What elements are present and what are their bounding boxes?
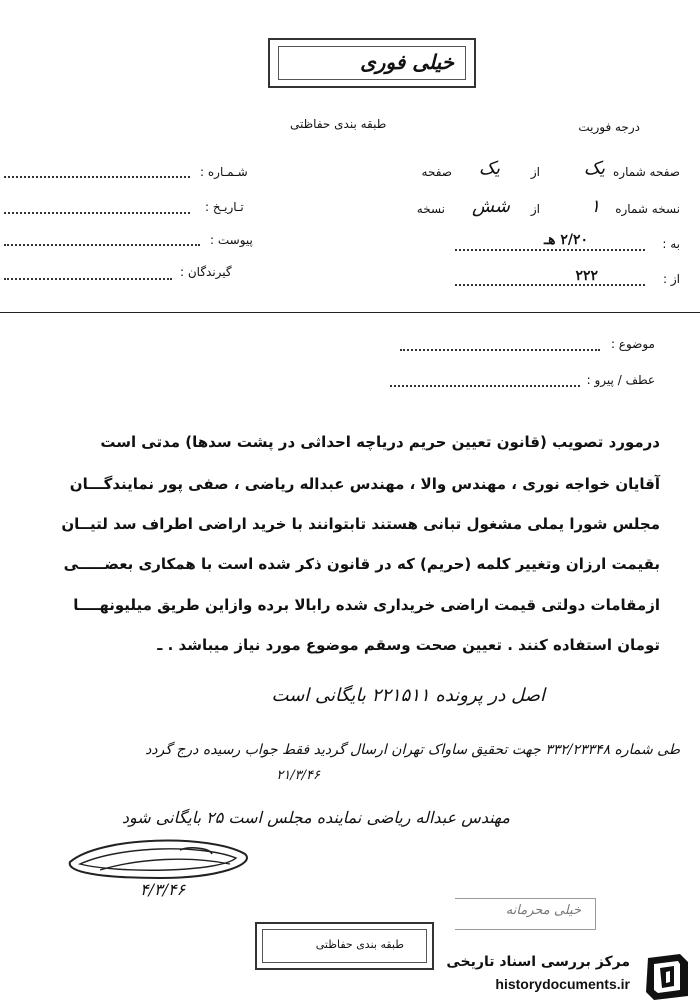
date-dots: [4, 212, 190, 214]
to-value: ۲/۲۰ هـ: [543, 232, 588, 248]
body-line-2: آقایان خواجه نوری ، مهندس والا ، مهندس عبداله ریاضی ، صفی پور نمایندگـــان: [69, 475, 660, 493]
handwriting-line-2-date: ۲۱/۳/۴۶: [276, 768, 320, 783]
handwriting-line-4: ۴/۳/۴۶: [140, 880, 186, 899]
body-line-5: ازمقامات دولتی قیمت اراضی خریداری شده رابالا برده وازاین طریق میلیونهــــا: [73, 596, 660, 614]
recipients-label: گیرندگان :: [180, 265, 232, 279]
urgency-label: درجه فوریت: [578, 120, 640, 134]
copy-num: ۱: [590, 196, 600, 217]
classification-label: طبقه بندی حفاظتی: [290, 117, 387, 131]
page-label: صفحه شماره: [613, 165, 680, 179]
classification-stamp-text: طبقه بندی حفاظتی: [315, 938, 404, 951]
body-line-4: بقیمت ارزان وتغییر کلمه (حریم) که در قانون ذکر شده است با همکاری بعضـــــی: [63, 555, 660, 573]
handwriting-line-1: اصل در پرونده ۲۲۱۵۱۱ بایگانی است: [271, 685, 545, 706]
from-dots: [455, 284, 645, 286]
handwriting-line-3: مهندس عبداله ریاضی نماینده مجلس است ۲۵ بایگانی شود: [121, 808, 510, 827]
to-label: به :: [662, 237, 680, 251]
copy-of: از: [530, 202, 540, 216]
number-label: شـمـاره :: [200, 165, 248, 179]
subject-dots: [400, 349, 600, 351]
attachment-dots: [4, 244, 200, 246]
from-value: ۲۲۲: [575, 268, 598, 284]
urgency-stamp: [268, 38, 476, 88]
recipients-dots: [4, 278, 172, 280]
archive-watermark: [422, 952, 692, 1002]
number-dots: [4, 176, 190, 178]
subject-label: موضوع :: [610, 337, 655, 351]
page-num: یک: [583, 158, 605, 179]
archive-logo-icon: [640, 952, 692, 1002]
body-line-1: درمورد تصویب (قانون تعیین حریم دریاچه احداثی در پشت سدها) مدتی است: [100, 433, 660, 451]
page-of: از: [530, 165, 540, 179]
attachment-label: پیوست :: [210, 233, 253, 247]
reference-dots: [390, 385, 580, 387]
classification-stamp: [255, 922, 434, 970]
from-label: از :: [663, 272, 680, 286]
reference-label: عطف / پیرو :: [586, 373, 655, 387]
date-label: تـاریـخ :: [205, 200, 244, 214]
to-dots: [455, 249, 645, 251]
body-line-3: مجلس شورا یملی مشغول تبانی هستند تابتوانند با خرید اراضی اطراف سد لتیــان: [61, 515, 660, 533]
header-divider: [0, 312, 700, 313]
faint-stamp-text: خیلی محرمانه: [505, 903, 581, 918]
archive-org-name: مرکز بررسی اسناد تاریخی: [446, 954, 630, 970]
copy-total: شش: [471, 196, 510, 217]
body-line-6: تومان استفاده کنند . تعیین صحت وسقم موضوع مورد نیاز میباشد . ـ: [157, 636, 660, 654]
faint-stamp: [455, 898, 596, 930]
urgency-stamp-text: خیلی فوری: [360, 50, 454, 74]
copy-label: نسخه شماره: [615, 202, 680, 216]
archive-url: historydocuments.ir: [495, 976, 630, 992]
page-suffix: صفحه: [421, 165, 452, 179]
copy-suffix: نسخه: [416, 202, 445, 216]
page-total: یک: [478, 158, 500, 179]
handwriting-line-2: طی شماره ۳۳۲/۲۳۳۴۸ جهت تحقیق ساواک تهران ارسال گردید فقط جواب رسیده درج گردد: [145, 742, 680, 758]
